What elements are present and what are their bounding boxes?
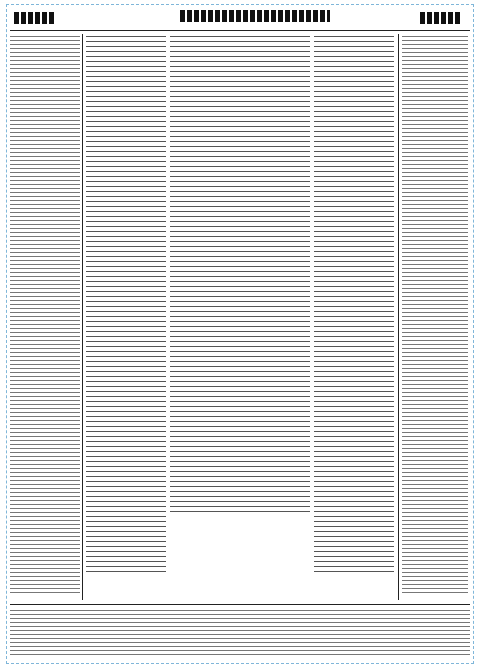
header-right-side [14,12,54,24]
footnote-band [10,610,470,656]
header-center [180,10,330,22]
column-divider [82,34,83,600]
footer-rule [10,604,470,605]
left-margin-commentary [402,36,468,596]
column-divider [398,34,399,600]
header-rule [10,30,470,31]
right-margin-commentary [10,36,80,596]
inner-commentary-right [86,36,166,576]
main-talmud-text [170,36,310,516]
inner-commentary-left [314,36,394,576]
header-left-side [420,12,460,24]
